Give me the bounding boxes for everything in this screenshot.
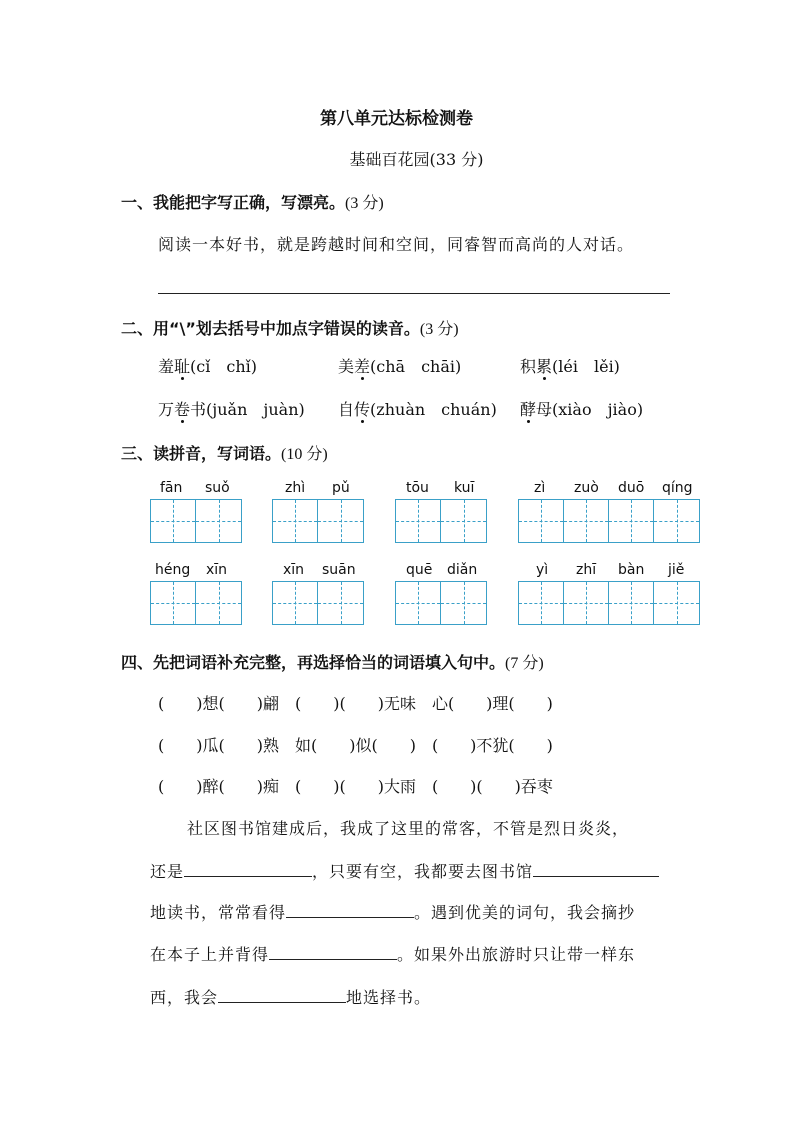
reading-options[interactable]: (juǎn juàn) [206, 400, 305, 419]
idiom-row[interactable]: ( )醉( )痴 ( )( )大雨 ( )( )吞枣 [158, 777, 553, 796]
writing-grid[interactable] [272, 581, 364, 625]
item-char: 万 [158, 400, 175, 419]
reading-item [520, 397, 643, 420]
pinyin-label: zhī [576, 562, 597, 578]
writing-grid[interactable] [150, 581, 242, 625]
question-1-points: (3 分) [345, 195, 384, 212]
writing-grid[interactable] [395, 581, 487, 625]
question-1-text: 一、我能把字写正确，写漂亮。 [121, 193, 346, 212]
passage-text: 还是 [150, 862, 185, 881]
page-title: 第八单元达标检测卷 [320, 109, 473, 129]
pinyin-label: zuò [574, 480, 599, 496]
pinyin-label: qíng [662, 480, 693, 496]
writing-grid[interactable] [518, 581, 700, 625]
pinyin-label: xīn [206, 562, 228, 578]
question-3-points: (10 分) [281, 446, 328, 463]
idiom-row[interactable]: ( )瓜( )熟 如( )似( ) ( )不犹( ) [158, 736, 553, 755]
question-3-heading [121, 441, 328, 464]
pinyin-label: bàn [618, 562, 645, 578]
pinyin-label: jiě [668, 562, 685, 578]
question-2-heading [121, 316, 459, 339]
answer-blank[interactable] [533, 860, 659, 877]
pinyin-label: yì [536, 562, 549, 578]
reading-options[interactable]: (cǐ chǐ) [190, 357, 257, 376]
pinyin-label: héng [155, 562, 191, 578]
dotted-char: 耻 [174, 357, 191, 376]
passage-text: 西，我会 [150, 988, 219, 1007]
item-char: 积 [520, 357, 537, 376]
passage-text: 。如果外出旅游时只让带一样东 [397, 945, 636, 964]
passage-line-2 [150, 859, 659, 882]
question-3-text: 三、读拼音，写词语。 [121, 444, 282, 463]
reading-options[interactable]: (zhuàn chuán) [370, 400, 497, 419]
passage-text: 地读书，常常看得 [150, 903, 287, 922]
item-char: 自 [338, 400, 355, 419]
pinyin-label: quē [406, 562, 433, 578]
reading-options[interactable]: (chā chāi) [370, 357, 462, 376]
reading-item [520, 354, 620, 377]
reading-item [338, 354, 461, 377]
passage-line-3 [150, 900, 635, 923]
question-4-heading [121, 650, 544, 673]
answer-blank[interactable] [218, 986, 346, 1003]
question-4-text: 四、先把词语补充完整，再选择恰当的词语填入句中。 [121, 653, 506, 672]
pinyin-label: suān [322, 562, 356, 578]
dotted-char: 卷 [174, 400, 191, 419]
pinyin-label: diǎn [447, 562, 478, 578]
question-1-sentence: 阅读一本好书，就是跨越时间和空间，同睿智而高尚的人对话。 [158, 235, 635, 254]
section-subtitle: 基础百花园(33 分) [349, 150, 484, 169]
passage-text: 在本子上并背得 [150, 945, 270, 964]
idiom-row[interactable]: ( )想( )翩 ( )( )无味 心( )理( ) [158, 694, 553, 713]
item-char: 美 [338, 357, 355, 376]
passage-line-4 [150, 942, 635, 965]
pinyin-label: pǔ [332, 480, 350, 496]
passage-line-1: 社区图书馆建成后，我成了这里的常客，不管是烈日炎炎， [187, 819, 630, 838]
passage-text: 。遇到优美的词句，我会摘抄 [414, 903, 636, 922]
pinyin-label: duō [618, 480, 645, 496]
reading-item [338, 397, 497, 420]
pinyin-label: suǒ [205, 480, 230, 496]
answer-blank[interactable] [269, 943, 397, 960]
writing-grid[interactable] [272, 499, 364, 543]
dotted-char: 酵 [520, 400, 537, 419]
pinyin-label: zhì [285, 480, 306, 496]
question-4-points: (7 分) [505, 655, 544, 672]
pinyin-label: kuī [454, 480, 475, 496]
passage-line-5 [150, 985, 431, 1008]
reading-options[interactable]: (xiào jiào) [552, 400, 644, 419]
dotted-char: 差 [354, 357, 371, 376]
reading-item [158, 354, 257, 377]
answer-blank[interactable] [286, 901, 414, 918]
pinyin-label: xīn [283, 562, 305, 578]
reading-item [158, 397, 305, 420]
writing-grid[interactable] [395, 499, 487, 543]
writing-grid[interactable] [150, 499, 242, 543]
question-1-heading [121, 190, 384, 213]
reading-options[interactable]: (léi lěi) [552, 357, 620, 376]
answer-blank[interactable] [184, 860, 312, 877]
passage-text: ，只要有空，我都要去图书馆 [312, 862, 534, 881]
question-2-points: (3 分) [419, 321, 459, 338]
dotted-char: 累 [536, 357, 553, 376]
item-char: 母 [536, 400, 553, 419]
item-char: 书 [190, 400, 207, 419]
pinyin-label: zì [534, 480, 546, 496]
item-char: 羞 [158, 357, 175, 376]
passage-text: 地选择书。 [346, 988, 432, 1007]
dotted-char: 传 [354, 400, 371, 419]
writing-line[interactable] [158, 293, 670, 294]
writing-grid[interactable] [518, 499, 700, 543]
question-2-text: 二、用“\”划去括号中加点字错误的读音。 [121, 319, 420, 338]
pinyin-label: tōu [406, 480, 429, 496]
pinyin-label: fān [160, 480, 183, 496]
